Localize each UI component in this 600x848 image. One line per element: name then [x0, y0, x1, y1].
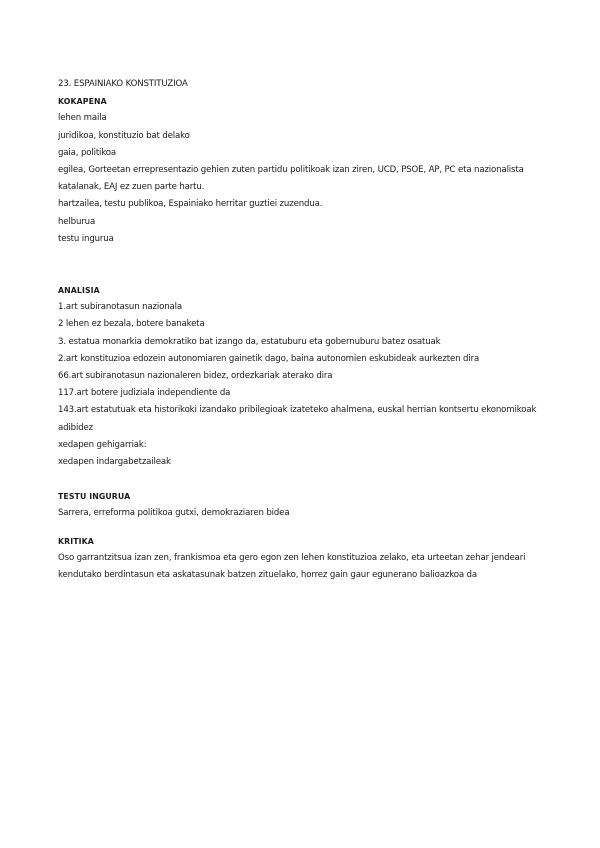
spacer — [58, 471, 548, 488]
analisia-line: 2 lehen ez bezala, botere banaketa — [58, 319, 205, 330]
analisia-line: 117.art botere judiziala independiente da — [58, 388, 231, 399]
spacer — [58, 523, 548, 533]
analisia-line: xedapen gehigarriak: — [58, 439, 147, 450]
analisia-line: 66.art subiranotasun nazionaleren bidez, ordezkariak aterako dira — [58, 371, 333, 382]
kokapena-line: hartzailea, testu publikoa, Espainiako herritar guztiei zuzendua. — [58, 199, 323, 210]
analisia-heading: ANALISIA — [58, 286, 100, 296]
kritika-heading: KRITIKA — [58, 536, 94, 546]
kokapena-line: testu ingurua — [58, 233, 114, 244]
document-title: 23. ESPAINIAKO KONSTITUZIOA — [58, 79, 188, 89]
testu-ingurua-heading: TESTU INGURUA — [58, 492, 131, 502]
analisia-line: xedapen indargabetzaileak — [58, 457, 171, 468]
spacer — [58, 248, 548, 282]
analisia-line: 2.art konstituzioa edozein autonomiaren gainetik dago, baina autonomien eskubideak aurkezten dira — [58, 353, 480, 364]
kokapena-line: egilea, Gorteetan errepresentazio gehien zuten partidu politikoak izan ziren, UCD, PSOE, AP, PC eta nazionalista katalanak, EAJ ez zuen parte hartu. — [58, 165, 524, 193]
kokapena-line: gaia, politikoa — [58, 147, 117, 158]
analisia-line: 143.art estatutuak eta historikoki izandako pribilegioak izateteko ahalmena, euskal herrian kontsertu ekonomikoak adibidez — [58, 405, 537, 433]
kokapena-line: helburua — [58, 216, 96, 227]
analisia-line: 1.art subiranotasun nazionala — [58, 302, 182, 313]
kokapena-heading: KOKAPENA — [58, 97, 107, 107]
kokapena-line: juridikoa, konstituzio bat delako — [58, 130, 190, 141]
testu-ingurua-text: Sarrera, erreforma politikoa gutxi, demokraziaren bidea — [58, 508, 290, 519]
kokapena-line: lehen maila — [58, 113, 107, 124]
document-body — [58, 76, 548, 584]
analisia-line: 3. estatua monarkia demokratiko bat izango da, estatuburu eta gobernuburu batez osatuak — [58, 336, 441, 347]
kritika-text: Oso garrantzitsua izan zen, frankismoa eta gero egon zen lehen konstituzioa zelako, eta urteetan zehar jendeari kendutako berdintasun eta askatasunak batzen zituelako, horrez gain gaur egunerano balioazkoa da — [58, 552, 526, 581]
